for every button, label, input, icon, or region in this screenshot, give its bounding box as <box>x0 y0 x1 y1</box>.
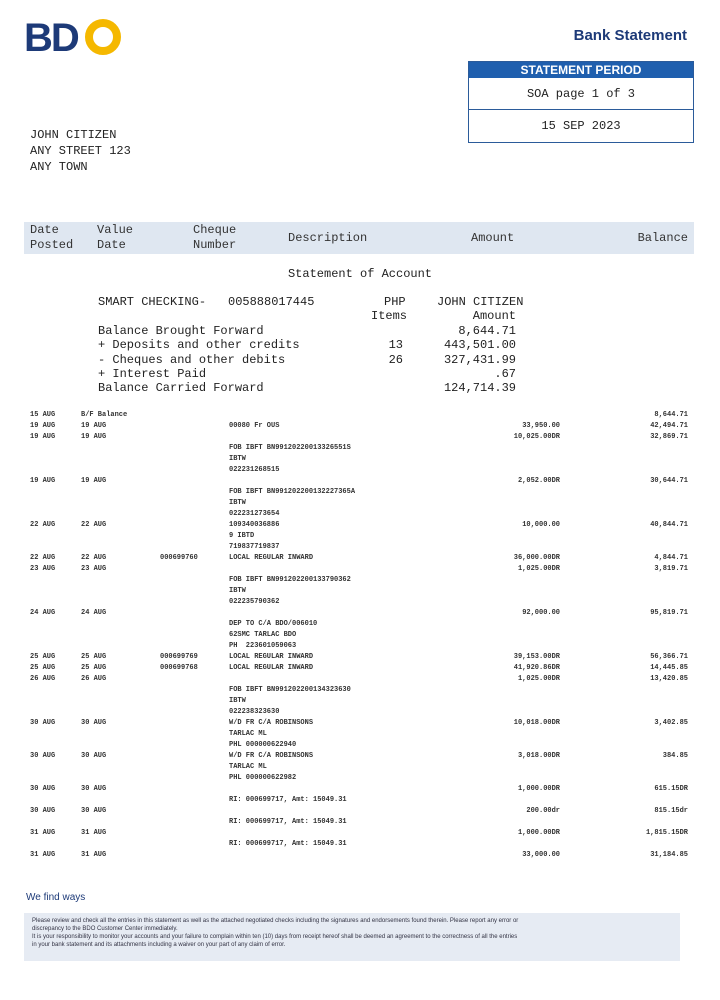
page-info: SOA page 1 of 3 <box>469 78 693 110</box>
summary-label: Balance Brought Forward <box>98 323 264 338</box>
txn-cheque-number: 000699769 <box>160 653 198 661</box>
transaction-row <box>0 542 720 553</box>
txn-balance: 31,184.85 <box>650 851 688 859</box>
txn-balance: 4,844.71 <box>654 554 688 562</box>
column-label: Value <box>97 223 134 237</box>
disclaimer-line: Please review and check all the entries in this statement as well as the attached negotiated checks including the signatures and endorsements found therein. Please report any error or <box>32 918 519 924</box>
txn-date: 19 AUG <box>30 422 56 430</box>
txn-description: 9 IBTD <box>229 532 255 540</box>
account-holder: JOHN CITIZEN <box>437 295 524 309</box>
transaction-row <box>0 410 720 421</box>
txn-balance: 14,445.85 <box>650 664 688 672</box>
txn-value-date: 23 AUG <box>81 565 107 573</box>
column-label: Posted <box>30 238 74 252</box>
txn-description: PHL 000000622940 <box>229 741 297 749</box>
txn-description: RI: 000699717, Amt: 15049.31 <box>229 840 347 848</box>
bdo-logo-graphic <box>24 18 124 56</box>
txn-cheque-number: 000699760 <box>160 554 198 562</box>
currency: PHP <box>384 295 406 309</box>
transaction-row <box>0 663 720 674</box>
transaction-row <box>0 476 720 487</box>
bdo-logo <box>24 18 124 56</box>
transaction-row <box>0 465 720 476</box>
disclaimer-line: discrepancy to the BDO Customer Center immediately. <box>32 926 178 932</box>
txn-description: 022231273654 <box>229 510 280 518</box>
txn-value-date: 26 AUG <box>81 675 107 683</box>
transaction-row <box>0 707 720 718</box>
transaction-row <box>0 509 720 520</box>
txn-description: TARLAC ML <box>229 730 267 738</box>
txn-description: 022231268515 <box>229 466 280 474</box>
txn-value-date: 30 AUG <box>81 719 107 727</box>
txn-description: DEP TO C/A BDO/006010 <box>229 620 318 628</box>
transaction-row <box>0 553 720 564</box>
txn-value-date: B/F Balance <box>81 411 128 419</box>
customer-name: JOHN CITIZEN <box>30 128 117 142</box>
txn-description: FOB IBFT BN991202200133790362 <box>229 576 351 584</box>
txn-balance: 8,644.71 <box>654 411 688 419</box>
txn-description: IBTW <box>229 499 246 507</box>
txn-description: IBTW <box>229 697 246 705</box>
txn-amount: 39,153.00DR <box>513 653 560 661</box>
summary-amount: 8,644.71 <box>458 323 516 338</box>
summary-amount: 443,501.00 <box>443 338 516 353</box>
transaction-row <box>0 817 720 828</box>
txn-date: 31 AUG <box>30 829 56 837</box>
txn-amount: 36,000.00DR <box>513 554 560 562</box>
transaction-row <box>0 685 720 696</box>
txn-date: 30 AUG <box>30 719 56 727</box>
txn-description: IBTW <box>229 455 246 463</box>
txn-amount: 200.00dr <box>526 807 560 815</box>
txn-description: RI: 000699717, Amt: 15049.31 <box>229 818 347 826</box>
summary-label: + Interest Paid <box>98 367 207 381</box>
transaction-row <box>0 564 720 575</box>
transaction-row <box>0 696 720 707</box>
statement-date: 15 SEP 2023 <box>541 119 621 133</box>
txn-description: 022235790362 <box>229 598 280 606</box>
transaction-row <box>0 641 720 652</box>
txn-description: 00080 Fr OUS <box>229 422 280 430</box>
customer-address <box>30 127 131 175</box>
document-title: Bank Statement <box>573 27 687 44</box>
transaction-row <box>0 674 720 685</box>
column-label: Number <box>193 238 237 252</box>
txn-value-date: 31 AUG <box>81 829 107 837</box>
transaction-row <box>0 531 720 542</box>
txn-description: FOB IBFT BN991202200134323630 <box>229 686 351 694</box>
transaction-row <box>0 443 720 454</box>
txn-date: 24 AUG <box>30 609 56 617</box>
txn-description: TARLAC ML <box>229 763 267 771</box>
txn-amount: 1,025.00DR <box>517 675 560 683</box>
txn-balance: 615.15DR <box>654 785 688 793</box>
summary-label: - Cheques and other debits <box>98 352 286 367</box>
txn-value-date: 30 AUG <box>81 785 107 793</box>
transaction-row <box>0 597 720 608</box>
transaction-row <box>0 806 720 817</box>
txn-date: 15 AUG <box>30 411 56 419</box>
txn-amount: 1,000.00DR <box>517 829 560 837</box>
column-label: Date <box>97 238 126 252</box>
statement-period-heading: STATEMENT PERIOD <box>469 62 693 78</box>
summary-amount: 124,714.39 <box>443 381 516 396</box>
txn-description: W/D FR C/A ROBINSONS <box>229 752 314 760</box>
txn-balance: 42,494.71 <box>650 422 688 430</box>
transaction-row <box>0 421 720 432</box>
txn-value-date: 19 AUG <box>81 433 107 441</box>
transaction-row <box>0 619 720 630</box>
txn-description: 109340036886 <box>229 521 280 529</box>
txn-amount: 10,018.00DR <box>513 719 560 727</box>
transaction-row <box>0 498 720 509</box>
txn-description: FOB IBFT BN991202200132227365A <box>229 488 356 496</box>
disclaimer-line: in your bank statement and its attachments including a waiver on your part of any claim of error. <box>32 942 286 948</box>
customer-street: ANY STREET 123 <box>30 144 131 158</box>
txn-date: 30 AUG <box>30 752 56 760</box>
txn-value-date: 24 AUG <box>81 609 107 617</box>
account-type: SMART CHECKING- <box>98 295 207 309</box>
transaction-row <box>0 608 720 619</box>
column-balance: Balance <box>637 231 688 245</box>
summary-label: + Deposits and other credits <box>98 338 300 353</box>
account-number: 005888017445 <box>228 295 315 309</box>
txn-description: LOCAL REGULAR INWARD <box>229 554 314 562</box>
summary-items: 13 <box>388 338 403 353</box>
summary-amount: 327,431.99 <box>443 352 516 367</box>
transaction-row <box>0 454 720 465</box>
transaction-row <box>0 850 720 861</box>
txn-date: 22 AUG <box>30 554 56 562</box>
txn-description: 719837719837 <box>229 543 280 551</box>
column-label: Cheque <box>193 223 237 237</box>
txn-date: 31 AUG <box>30 851 56 859</box>
column-amount: Amount <box>471 231 515 245</box>
transaction-row <box>0 630 720 641</box>
column-value-date <box>97 223 133 253</box>
txn-balance: 384.85 <box>662 752 688 760</box>
txn-balance: 1,815.15DR <box>645 829 688 837</box>
transaction-row <box>0 652 720 663</box>
txn-amount: 2,052.00DR <box>517 477 560 485</box>
transaction-row <box>0 718 720 729</box>
txn-amount: 1,000.00DR <box>517 785 560 793</box>
txn-date: 30 AUG <box>30 785 56 793</box>
transaction-row <box>0 839 720 850</box>
txn-balance: 95,819.71 <box>650 609 688 617</box>
transaction-row <box>0 773 720 784</box>
txn-balance: 815.15dr <box>654 807 688 815</box>
txn-value-date: 31 AUG <box>81 851 107 859</box>
txn-description: IBTW <box>229 587 246 595</box>
txn-date: 22 AUG <box>30 521 56 529</box>
txn-value-date: 22 AUG <box>81 521 107 529</box>
txn-amount: 41,920.86DR <box>513 664 560 672</box>
txn-amount: 1,025.00DR <box>517 565 560 573</box>
txn-description: PH 223601059063 <box>229 642 297 650</box>
txn-description: 022238323630 <box>229 708 280 716</box>
column-description: Description <box>288 231 368 245</box>
column-cheque-number <box>193 223 236 253</box>
column-label: Date <box>30 223 59 237</box>
txn-balance: 32,869.71 <box>650 433 688 441</box>
txn-balance: 13,420.85 <box>650 675 688 683</box>
txn-value-date: 30 AUG <box>81 752 107 760</box>
txn-balance: 40,844.71 <box>650 521 688 529</box>
svg-text:BD: BD <box>24 18 78 56</box>
tagline: We find ways <box>26 892 86 903</box>
disclaimer-box <box>24 913 680 961</box>
transaction-row <box>0 729 720 740</box>
summary-items: 26 <box>388 352 403 367</box>
txn-description: W/D FR C/A ROBINSONS <box>229 719 314 727</box>
transaction-row <box>0 795 720 806</box>
transaction-row <box>0 432 720 443</box>
txn-amount: 33,000.00 <box>522 851 560 859</box>
txn-amount: 10,025.00DR <box>513 433 560 441</box>
txn-date: 23 AUG <box>30 565 56 573</box>
txn-description: FOB IBFT BN99120220013326551S <box>229 444 351 452</box>
txn-balance: 3,402.85 <box>654 719 688 727</box>
txn-value-date: 19 AUG <box>81 477 107 485</box>
txn-date: 25 AUG <box>30 664 56 672</box>
disclaimer-line: It is your responsibility to monitor your accounts and your failure to complain within ten (10) days from receipt hereof shall be deemed an agreement to the correctness of all the entries <box>32 934 518 940</box>
txn-date: 19 AUG <box>30 433 56 441</box>
amount-label: Amount <box>472 309 516 324</box>
txn-date: 19 AUG <box>30 477 56 485</box>
transaction-row <box>0 520 720 531</box>
txn-value-date: 30 AUG <box>81 807 107 815</box>
txn-balance: 56,366.71 <box>650 653 688 661</box>
txn-value-date: 25 AUG <box>81 664 107 672</box>
summary-label: Balance Carried Forward <box>98 381 264 396</box>
txn-description: RI: 000699717, Amt: 15049.31 <box>229 796 347 804</box>
transaction-row <box>0 487 720 498</box>
transaction-row <box>0 740 720 751</box>
column-date-posted <box>30 223 73 253</box>
summary-amount: .67 <box>494 367 516 381</box>
txn-amount: 33,950.00 <box>522 422 560 430</box>
column-header-bar <box>24 222 694 254</box>
txn-description: LOCAL REGULAR INWARD <box>229 653 314 661</box>
customer-town: ANY TOWN <box>30 160 88 174</box>
txn-balance: 30,644.71 <box>650 477 688 485</box>
summary-title: Statement of Account <box>287 267 433 281</box>
txn-date: 30 AUG <box>30 807 56 815</box>
transaction-row <box>0 762 720 773</box>
txn-value-date: 19 AUG <box>81 422 107 430</box>
txn-value-date: 25 AUG <box>81 653 107 661</box>
txn-amount: 10,000.00 <box>522 521 560 529</box>
txn-amount: 92,000.00 <box>522 609 560 617</box>
items-label: Items <box>371 309 408 324</box>
txn-cheque-number: 000699768 <box>160 664 198 672</box>
transaction-row <box>0 828 720 839</box>
txn-balance: 3,819.71 <box>654 565 688 573</box>
transaction-row <box>0 586 720 597</box>
txn-description: LOCAL REGULAR INWARD <box>229 664 314 672</box>
txn-amount: 3,018.00DR <box>517 752 560 760</box>
transaction-row <box>0 784 720 795</box>
txn-date: 26 AUG <box>30 675 56 683</box>
txn-value-date: 22 AUG <box>81 554 107 562</box>
txn-date: 25 AUG <box>30 653 56 661</box>
statement-period-box <box>468 61 694 143</box>
txn-description: 62SMC TARLAC BDO <box>229 631 297 639</box>
transaction-row <box>0 575 720 586</box>
transaction-row <box>0 751 720 762</box>
txn-description: PHL 000000622982 <box>229 774 297 782</box>
